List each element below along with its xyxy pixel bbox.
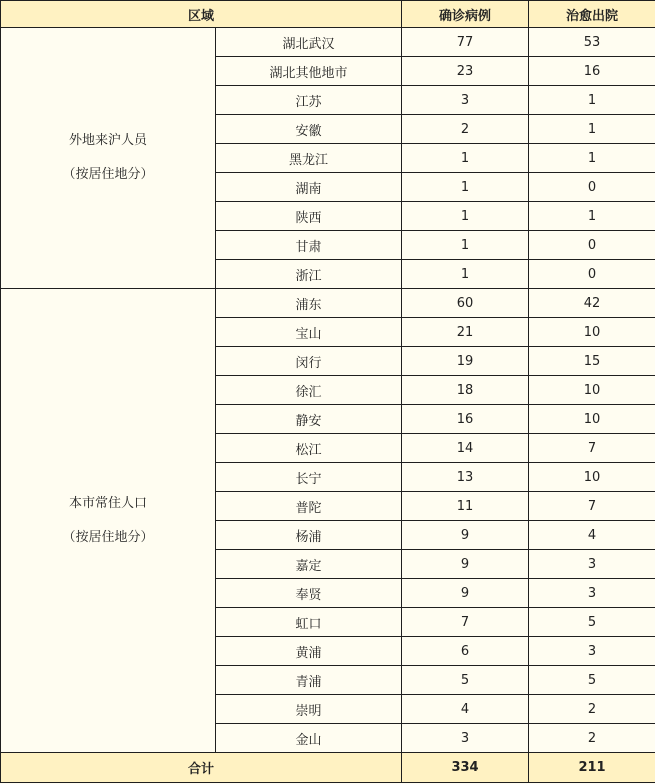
confirmed-cell: 13 [402,463,529,492]
confirmed-cell: 11 [402,492,529,521]
recovered-cell: 10 [529,318,655,347]
confirmed-cell: 23 [402,57,529,86]
table-row [1,289,655,318]
recovered-cell: 10 [529,405,655,434]
group-sublabel: （按居住地分） [62,529,154,545]
recovered-cell: 53 [529,28,655,57]
region-cell: 金山 [216,724,402,753]
recovered-cell: 1 [529,144,655,173]
group-label: 外地来沪人员 [68,133,147,149]
recovered-cell: 0 [529,173,655,202]
confirmed-cell: 7 [402,608,529,637]
header-row [1,1,655,28]
region-cell: 湖南 [216,173,402,202]
table-body [1,28,655,753]
region-cell: 闵行 [216,347,402,376]
confirmed-cell: 9 [402,550,529,579]
recovered-cell: 2 [529,695,655,724]
recovered-cell: 3 [529,637,655,666]
confirmed-cell: 1 [402,173,529,202]
total-recovered: 211 [529,753,655,783]
recovered-cell: 10 [529,376,655,405]
confirmed-cell: 1 [402,202,529,231]
recovered-cell: 3 [529,550,655,579]
recovered-cell: 2 [529,724,655,753]
region-cell: 陕西 [216,202,402,231]
recovered-cell: 16 [529,57,655,86]
region-cell: 安徽 [216,115,402,144]
region-cell: 嘉定 [216,550,402,579]
recovered-cell: 4 [529,521,655,550]
recovered-cell: 42 [529,289,655,318]
confirmed-cell: 3 [402,86,529,115]
region-cell: 普陀 [216,492,402,521]
confirmed-cell: 5 [402,666,529,695]
region-cell: 崇明 [216,695,402,724]
region-cell: 湖北其他地市 [216,57,402,86]
recovered-cell: 5 [529,666,655,695]
region-cell: 湖北武汉 [216,28,402,57]
group-label: 本市常住人口 [68,495,147,511]
confirmed-cell: 16 [402,405,529,434]
recovered-cell: 1 [529,115,655,144]
confirmed-cell: 6 [402,637,529,666]
total-label: 合计 [1,753,402,783]
confirmed-cell: 9 [402,521,529,550]
region-cell: 浙江 [216,260,402,289]
region-cell: 黄浦 [216,637,402,666]
total-confirmed: 334 [402,753,529,783]
confirmed-cell: 14 [402,434,529,463]
confirmed-cell: 4 [402,695,529,724]
region-cell: 徐汇 [216,376,402,405]
confirmed-cell: 77 [402,28,529,57]
confirmed-cell: 2 [402,115,529,144]
group-cell [1,28,216,289]
header-confirmed: 确诊病例 [402,1,529,28]
confirmed-cell: 1 [402,260,529,289]
region-cell: 松江 [216,434,402,463]
confirmed-cell: 9 [402,579,529,608]
group-cell [1,289,216,753]
region-cell: 江苏 [216,86,402,115]
confirmed-cell: 3 [402,724,529,753]
confirmed-cell: 21 [402,318,529,347]
confirmed-cell: 18 [402,376,529,405]
header-recovered: 治愈出院 [529,1,655,28]
recovered-cell: 0 [529,231,655,260]
table-row [1,28,655,57]
header-region: 区域 [1,1,402,28]
recovered-cell: 7 [529,434,655,463]
region-cell: 宝山 [216,318,402,347]
recovered-cell: 5 [529,608,655,637]
confirmed-cell: 1 [402,231,529,260]
region-cell: 黑龙江 [216,144,402,173]
recovered-cell: 10 [529,463,655,492]
total-row [1,753,655,783]
confirmed-cell: 19 [402,347,529,376]
region-cell: 浦东 [216,289,402,318]
region-cell: 长宁 [216,463,402,492]
group-sublabel: （按居住地分） [62,167,154,182]
recovered-cell: 3 [529,579,655,608]
recovered-cell: 15 [529,347,655,376]
recovered-cell: 7 [529,492,655,521]
recovered-cell: 0 [529,260,655,289]
region-cell: 奉贤 [216,579,402,608]
confirmed-cell: 60 [402,289,529,318]
confirmed-cell: 1 [402,144,529,173]
recovered-cell: 1 [529,202,655,231]
region-cell: 虹口 [216,608,402,637]
region-cell: 青浦 [216,666,402,695]
region-cell: 杨浦 [216,521,402,550]
region-cell: 静安 [216,405,402,434]
region-cell: 甘肃 [216,231,402,260]
recovered-cell: 1 [529,86,655,115]
